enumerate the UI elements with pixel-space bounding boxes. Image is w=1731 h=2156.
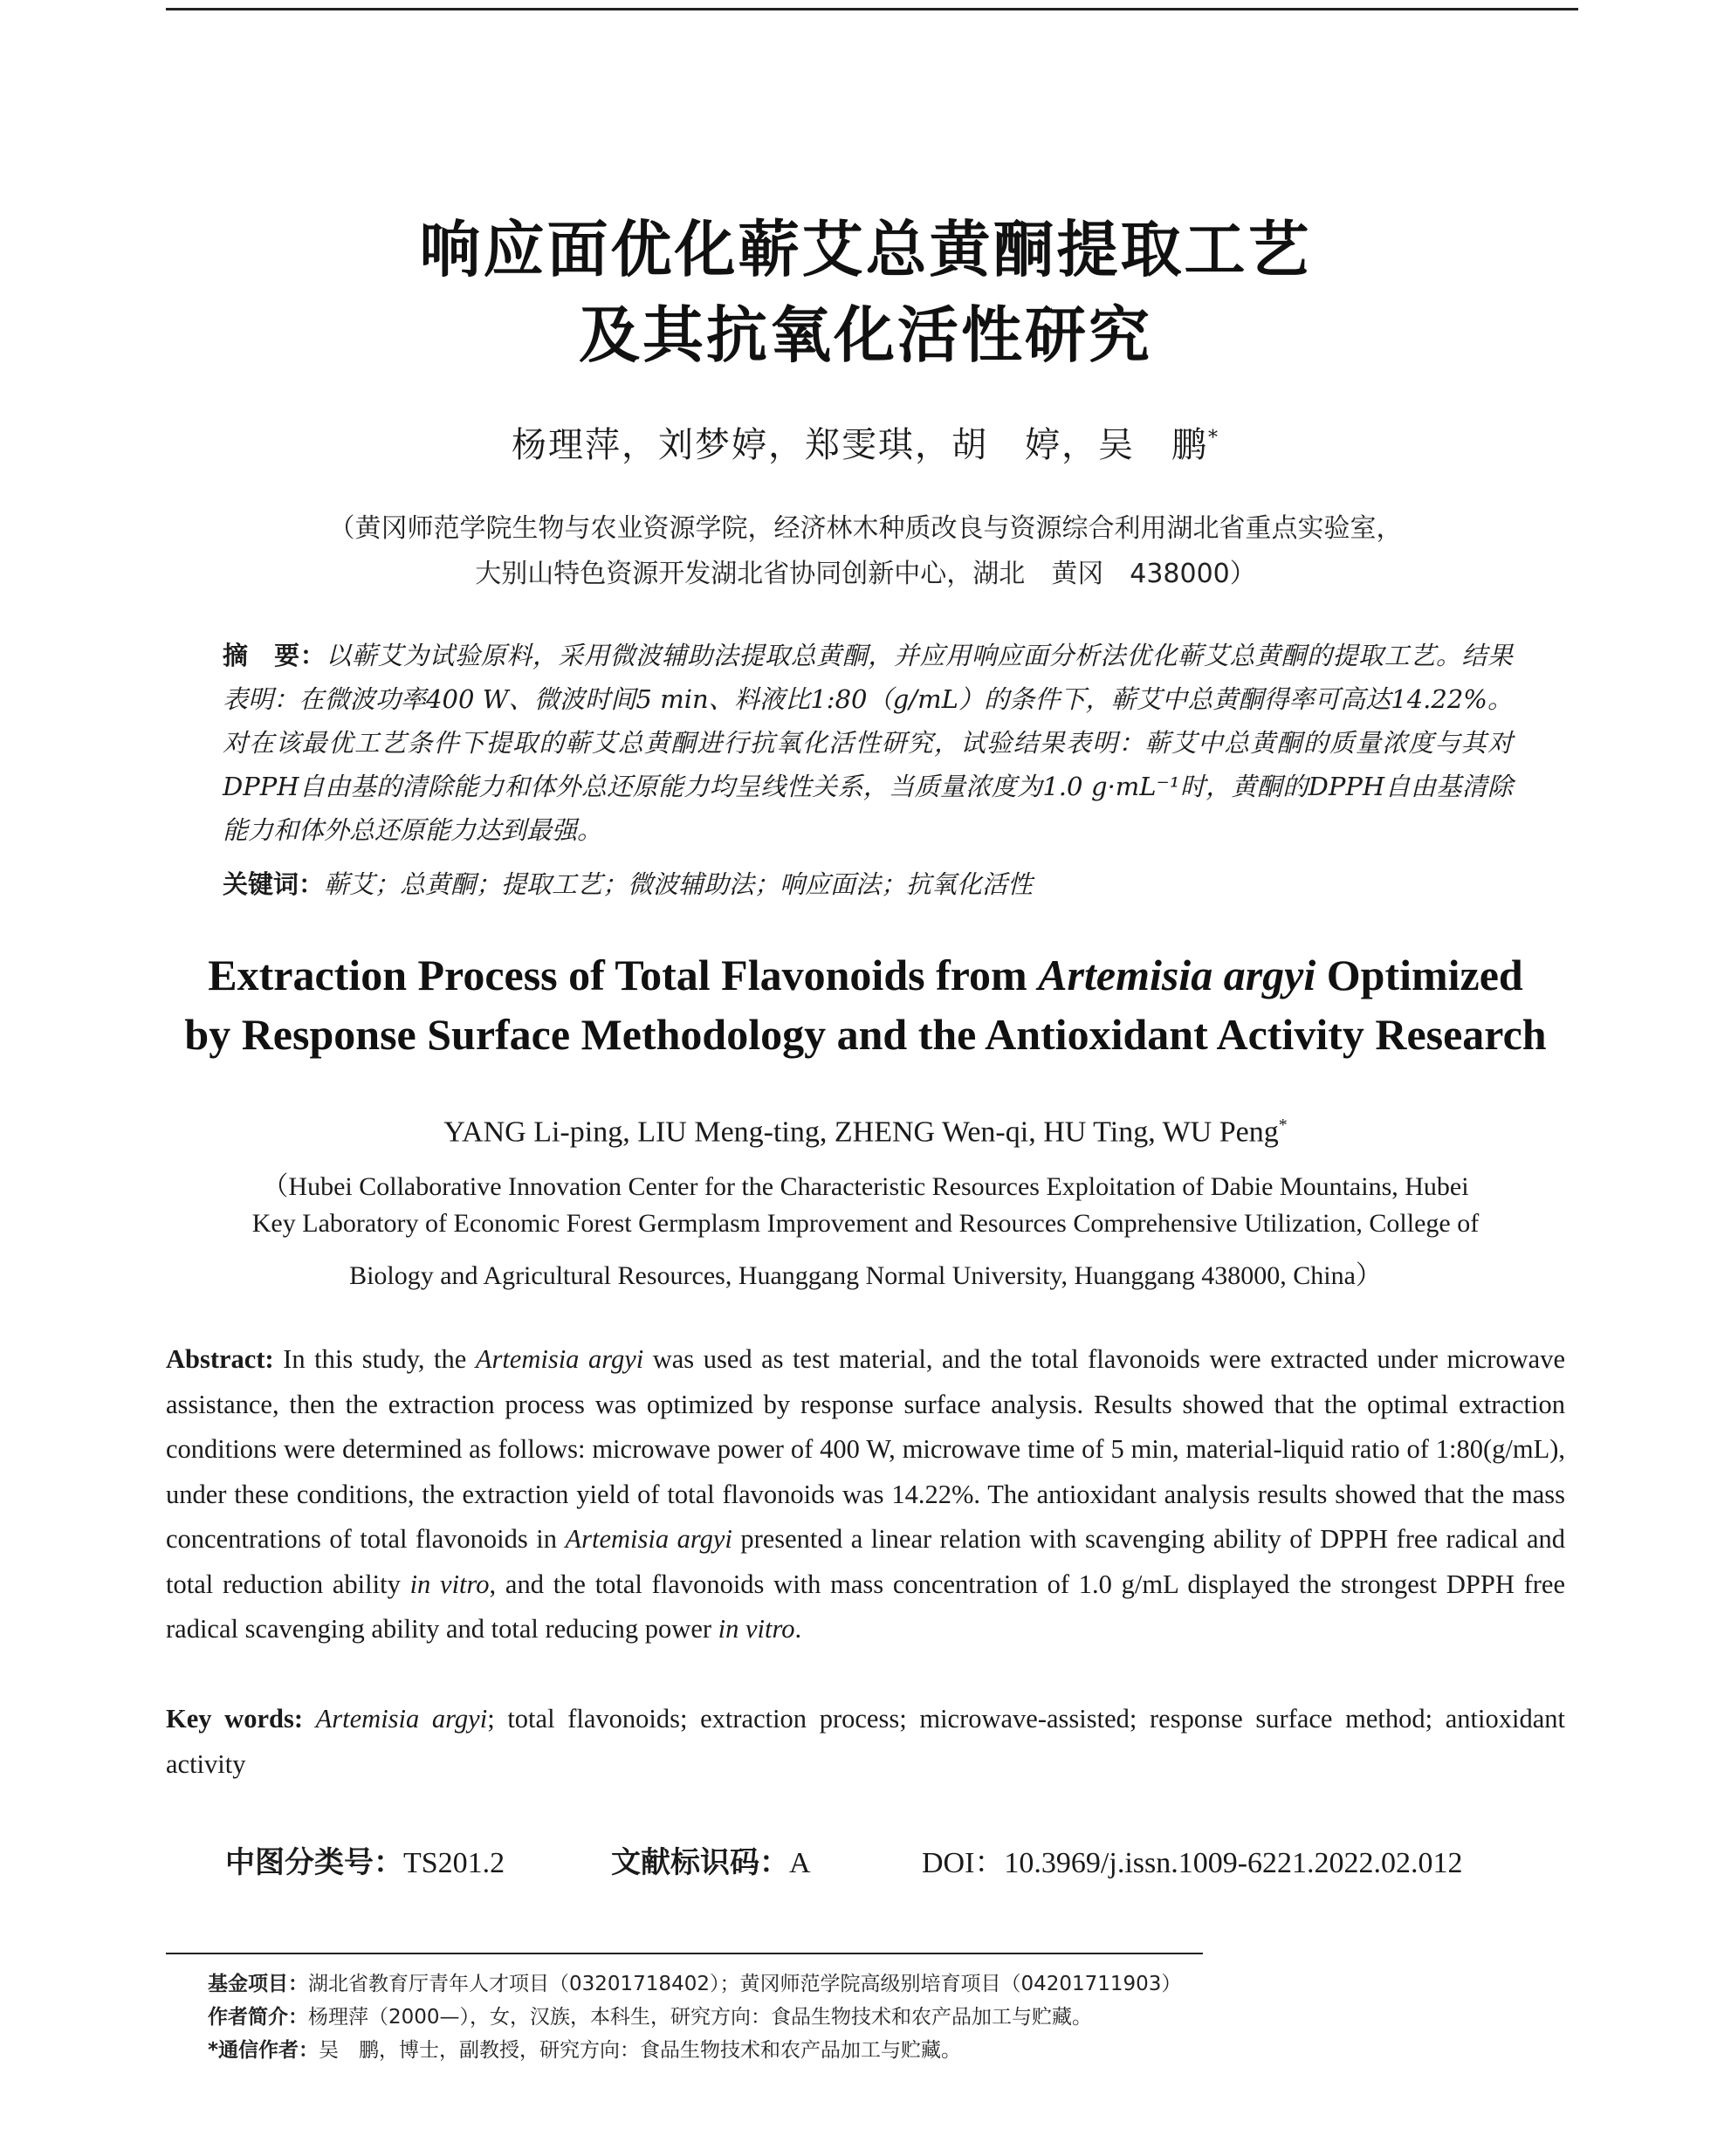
footnote-fund-text: 湖北省教育厅青年人才项目（03201718402）；黄冈师范学院高级别培育项目（04201711903） (308, 1973, 1182, 1995)
affiliation-en-line2: Key Laboratory of Economic Forest Germplasm Improvement and Resources Comprehensive Utilization, College of (251, 1209, 1480, 1238)
authors-cn (0, 417, 1731, 467)
footnote-bio-label: 作者简介： (208, 2006, 308, 2029)
keywords-en (166, 1697, 1565, 1787)
footnote-fund-label: 基金项目： (208, 1973, 308, 1995)
clc-label: 中图分类号： (225, 1845, 403, 1880)
abstract-cn-text: 以蕲艾为试验原料，采用微波辅助法提取总黄酮，并应用响应面分析法优化蕲艾总黄酮的提取工艺。结果表明：在微波功率400 W、微波时间5 min、料液比1:80（g/mL）的条件下，蕲艾中总黄酮得率可高达14.22%。对在该最优工艺条件下提取的蕲艾总黄酮进行抗氧化活性研究，试验结果表明：蕲艾中总黄酮的质量浓度与其对DPPH自由基的清除能力和体外总还原能力均呈线性关系，当质量浓度为1.0 g·mL⁻¹时，黄酮的DPPH自由基清除能力和体外总还原能力达到最强。 (223, 641, 1513, 845)
corresponding-mark: * (1208, 427, 1219, 450)
keywords-cn (223, 862, 1513, 906)
keywords-en-italic: Artemisia argyi (315, 1704, 488, 1734)
abstract-en (166, 1337, 1565, 1652)
header-rule (166, 8, 1578, 10)
title-en-part: Extraction Process of Total Flavonoids from (208, 951, 1039, 999)
authors-en (0, 1116, 1731, 1149)
abstract-en-italic: Artemisia argyi (475, 1344, 644, 1374)
footnote-corr-label: *通信作者： (208, 2039, 319, 2062)
abstract-en-italic: in vitro (409, 1569, 490, 1599)
footnote-corr-text: 吴 鹏，博士，副教授，研究方向：食品生物技术和农产品加工与贮藏。 (319, 2039, 962, 2062)
authors-en-names: YANG Li-ping, LIU Meng-ting, ZHENG Wen-qi, HU Ting, WU Peng (443, 1116, 1279, 1149)
footnote-rule (166, 1953, 1203, 1954)
title-en-line1 (0, 950, 1731, 1000)
abstract-en-label: Abstract: (166, 1344, 274, 1374)
abstract-en-text: presented a linear relation with scavenging ability of DPPH free radical and total reduction ability (166, 1524, 1565, 1599)
abstract-en-italic: in vitro (718, 1614, 795, 1644)
keywords-en-label: Key words: (166, 1704, 303, 1734)
abstract-en-text: , and the total flavonoids with mass concentration of 1.0 g/mL displayed the strongest DPPH free radical scavenging ability and total reducing power (166, 1569, 1565, 1644)
doi: DOI：10.3969/j.issn.1009-6221.2022.02.012 (922, 1847, 1463, 1879)
document-code (611, 1838, 811, 1881)
affiliation-en-line3: Biology and Agricultural Resources, Huanggang Normal University, Huanggang 438000, China） (349, 1261, 1382, 1290)
clc-number (225, 1838, 505, 1881)
corresponding-mark-en: * (1278, 1116, 1288, 1135)
abstract-en-text: was used as test material, and the total flavonoids were extracted under microwave assistance, then the extraction process was optimized by response surface analysis. Results showed that the optimal extraction conditions were determined as follows: microwave power of 400 W, microwave time of 5 min, material-liquid ratio of 1:80(g/mL), under these conditions, the extraction yield of total flavonoids was 14.22%. The antioxidant analysis results showed that the mass concentrations of total flavonoids in (166, 1344, 1565, 1554)
title-cn-line1: 响应面优化蕲艾总黄酮提取工艺 (419, 214, 1312, 285)
abstract-cn-label: 摘 要： (223, 641, 326, 670)
keywords-cn-label: 关键词： (223, 869, 325, 899)
abstract-en-italic: Artemisia argyi (565, 1524, 732, 1554)
footnote-author-bio (208, 2001, 1092, 2029)
document-code-label: 文献标识码： (611, 1845, 789, 1880)
keywords-en-text: ; total flavonoids; extraction process; microwave-assisted; response surface method; antioxidant activity (166, 1704, 1565, 1779)
title-en-species: Artemisia argyi (1038, 951, 1316, 999)
title-cn-line2: 及其抗氧化活性研究 (579, 299, 1152, 371)
footnote-bio-text: 杨理萍（2000—），女，汉族，本科生，研究方向：食品生物技术和农产品加工与贮藏。 (308, 2006, 1093, 2029)
affiliation-en-line1: （Hubei Collaborative Innovation Center for the Characteristic Resources Exploitation of Dabie Mountains, Hubei (262, 1172, 1469, 1201)
title-en-line2: by Response Surface Methodology and the Antioxidant Activity Research (184, 1010, 1547, 1059)
footnote-corresponding (208, 2034, 961, 2063)
title-en-part: Optimized (1315, 951, 1523, 999)
footnote-fund (208, 1967, 1181, 1996)
document-code-value: A (789, 1847, 811, 1879)
affiliation-cn-line2: 大别山特色资源开发湖北省协同创新中心，湖北 黄冈 438000） (475, 559, 1256, 589)
abstract-en-text: . (794, 1614, 802, 1644)
keywords-cn-text: 蕲艾；总黄酮；提取工艺；微波辅助法；响应面法；抗氧化活性 (324, 869, 1034, 899)
clc-value: TS201.2 (403, 1847, 505, 1879)
authors-cn-names: 杨理萍，刘梦婷，郑雯琪，胡 婷，吴 鹏 (512, 425, 1208, 465)
abstract-cn (223, 634, 1513, 852)
affiliation-cn-line1: （黄冈师范学院生物与农业资源学院，经济林木种质改良与资源综合利用湖北省重点实验室， (328, 513, 1403, 544)
abstract-en-text: In this study, the (273, 1344, 476, 1374)
